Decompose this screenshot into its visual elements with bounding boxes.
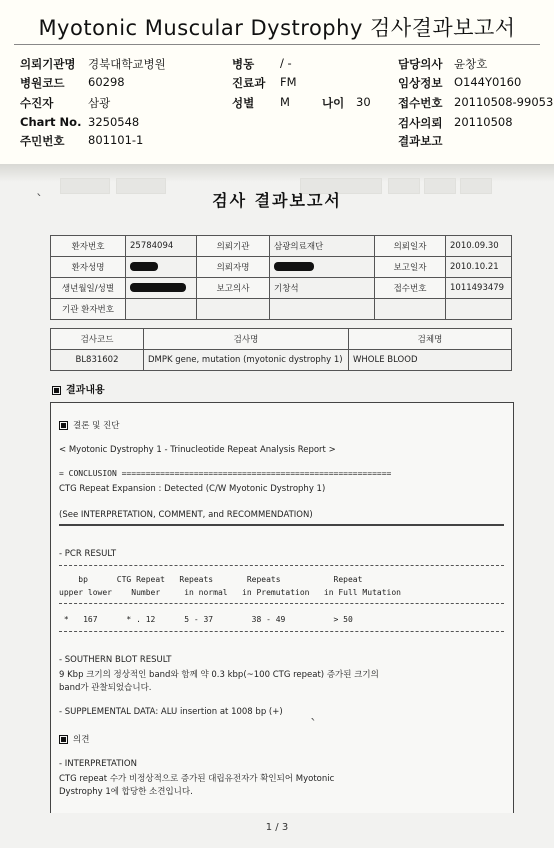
value-report-date: 2010.10.21 — [446, 257, 512, 278]
pcr-heading: - PCR RESULT — [59, 549, 117, 559]
sheet-title: 검사 결과보고서 — [212, 191, 342, 210]
field-clinical-info: 임상정보 O144Y0160 — [398, 75, 522, 90]
label-patient-no: 환자번호 — [51, 236, 126, 257]
empty-cell — [375, 299, 446, 320]
field-resident-no: 주민번호 801101-1 — [20, 133, 144, 148]
pcr-columns-line1: bp CTG Repeat Repeats Repeats Repeat — [59, 575, 363, 584]
report-header — [0, 0, 554, 165]
field-attending-doctor: 담당의사 윤창호 — [398, 57, 488, 71]
section-bullet-icon — [52, 386, 61, 395]
southern-blot-line2: band가 관찰되었습니다. — [59, 683, 152, 693]
value-req-date: 2010.09.30 — [446, 236, 512, 257]
conclusion-heading: = CONCLUSION ======================================================== — [59, 469, 392, 478]
pcr-columns-line2: upper lower Number in normal in Premutation in Full Mutation — [59, 588, 401, 597]
label-reporter: 보고의사 — [197, 278, 270, 299]
dashed-rule — [59, 603, 504, 604]
field-chart-no: Chart No. 3250548 — [20, 115, 140, 129]
redaction-bar — [130, 262, 158, 271]
label-report-date: 보고일자 — [375, 257, 446, 278]
value-req-org: 삼광의료재단 — [270, 236, 375, 257]
opinion-subheading: 의견 — [59, 733, 89, 745]
value-receipt-no: 1011493479 — [446, 278, 512, 299]
report-name: < Myotonic Dystrophy 1 - Trinucleotide Repeat Analysis Report > — [59, 445, 336, 455]
field-receipt-no: 접수번호 20110508-99053 — [398, 95, 554, 110]
value-patient-name — [126, 257, 197, 278]
label-requester: 의뢰자명 — [197, 257, 270, 278]
field-patient: 수진자 삼광 — [20, 96, 111, 110]
label-req-org: 의뢰기관 — [197, 236, 270, 257]
value-specimen: WHOLE BLOOD — [349, 350, 512, 371]
results-section-heading: 결과내용 — [52, 381, 105, 396]
empty-cell — [197, 299, 270, 320]
page-number: 1 / 3 — [265, 822, 289, 833]
label-birth-sex: 생년월일/성별 — [51, 278, 126, 299]
label-test-code: 검사코드 — [51, 329, 144, 350]
patient-info-table — [50, 235, 512, 320]
field-ward: 병동 / - — [232, 56, 292, 71]
conclusion-subheading: 결론 및 진단 — [59, 419, 119, 431]
field-sex: 성별 M — [232, 95, 290, 110]
double-rule — [59, 524, 504, 526]
field-age: 나이 30 — [322, 95, 371, 110]
scan-speck: ˎ — [310, 705, 317, 721]
empty-cell — [270, 299, 375, 320]
value-org-patient-no — [126, 299, 197, 320]
report-title: Myotonic Muscular Dystrophy 검사결과보고서 — [38, 16, 516, 40]
redaction-bar — [130, 283, 186, 292]
interpretation-line1: CTG repeat 수가 비정상적으로 증가된 대립유전자가 확인되어 Myotonic — [59, 774, 335, 784]
value-reporter: 기창석 — [270, 278, 375, 299]
value-test-code: BL831602 — [51, 350, 144, 371]
results-box — [50, 402, 514, 813]
interpretation-line2: Dystrophy 1에 합당한 소견입니다. — [59, 787, 193, 797]
subheading-bullet-icon — [59, 421, 68, 430]
southern-blot-line1: 9 Kbp 크기의 정상적인 band와 함께 약 0.3 kbp(~100 CTG repeat) 증가된 크기의 — [59, 670, 379, 680]
label-receipt-no: 접수번호 — [375, 278, 446, 299]
value-test-name: DMPK gene, mutation (myotonic dystrophy 1) — [144, 350, 349, 371]
subheading-bullet-icon — [59, 735, 68, 744]
field-test-request: 검사의뢰 20110508 — [398, 115, 513, 130]
redaction-bar — [274, 262, 314, 271]
pcr-values: * 167 * . 12 5 - 37 38 - 49 > 50 — [59, 615, 353, 624]
field-hospital-code: 병원코드 60298 — [20, 75, 125, 90]
southern-blot-heading: - SOUTHERN BLOT RESULT — [59, 655, 172, 665]
label-org-patient-no: 기관 환자번호 — [51, 299, 126, 320]
field-requesting-org: 의뢰기관명 경북대학교병원 — [20, 57, 166, 71]
scan-speck: ˋ — [36, 193, 43, 209]
label-test-name: 검사명 — [144, 329, 349, 350]
value-requester — [270, 257, 375, 278]
field-result-report: 결과보고 — [398, 134, 443, 148]
field-department: 진료과 FM — [232, 75, 297, 90]
dashed-rule — [59, 565, 504, 566]
value-birth-sex — [126, 278, 197, 299]
see-also-text: (See INTERPRETATION, COMMENT, and RECOMMENDATION) — [59, 510, 313, 520]
label-patient-name: 환자성명 — [51, 257, 126, 278]
interpretation-heading: - INTERPRETATION — [59, 759, 137, 769]
label-req-date: 의뢰일자 — [375, 236, 446, 257]
title-divider — [14, 44, 540, 45]
dashed-rule — [59, 631, 504, 632]
conclusion-text: CTG Repeat Expansion : Detected (C/W Myotonic Dystrophy 1) — [59, 484, 326, 494]
test-table — [50, 328, 512, 371]
label-specimen: 검체명 — [349, 329, 512, 350]
supplemental-data: - SUPPLEMENTAL DATA: ALU insertion at 1008 bp (+) — [59, 707, 283, 717]
value-patient-no: 25784094 — [126, 236, 197, 257]
empty-cell — [446, 299, 512, 320]
